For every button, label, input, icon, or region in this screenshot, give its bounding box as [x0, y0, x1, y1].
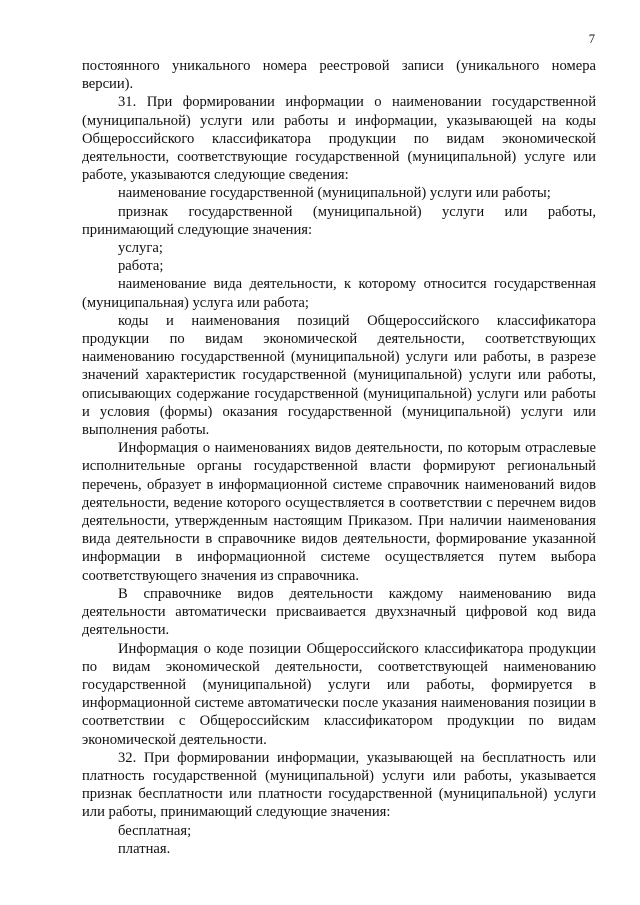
list-item: работа; — [118, 258, 164, 275]
paragraph: признак государственной (муниципальной) услуги или работы, принимающий следующие значения: — [82, 203, 596, 238]
list-item: бесплатная; — [118, 822, 192, 839]
paragraph: В справочнике видов деятельности каждому наименованию вида деятельности автоматически присваивается двухзначный цифровой код вида деятельности. — [82, 585, 596, 639]
paragraph: постоянного уникального номера реестровой записи (уникального номера версии). — [82, 58, 596, 93]
paragraph: коды и наименования позиций Общероссийского классификатора продукции по видам экономической деятельности, соответствующих наименованию государственной (муниципальной) услуги или работы, в разрезе значений характеристик государственной (муниципальной) услуги или работы, описывающих содержание государственной (муниципальной) услуги или работы и условия (формы) оказания государственной (муниципальной) услуги или выполнения работы. — [82, 312, 596, 439]
list-item: услуга; — [118, 240, 163, 257]
paragraph: Информация о коде позиции Общероссийского классификатора продукции по видам экономической деятельности, соответствующей наименованию государственной (муниципальной) услуги или работы, формируется в информационной системе автоматически после указания наименования позиции в соответствии с Общероссийским классификатором продукции по видам экономической деятельности. — [82, 640, 596, 748]
page-number: 7 — [588, 32, 595, 46]
document-body — [82, 57, 596, 858]
paragraph: наименование вида деятельности, к которому относится государственная (муниципальная) услуга или работа; — [82, 276, 596, 311]
paragraph: 32. При формировании информации, указывающей на бесплатность или платность государственной (муниципальной) услуги или работы, указывается признак бесплатности или платности государственной (муниципальной) услуги или работы, принимающий следующие значения: — [82, 749, 596, 821]
list-item: наименование государственной (муниципальной) услуги или работы; — [118, 185, 551, 202]
list-item: платная. — [118, 840, 171, 857]
paragraph: 31. При формировании информации о наименовании государственной (муниципальной) услуги или работы и информации, указывающей на коды Общероссийского классификатора продукции по видам экономической деятельности, соответствующие государственной (муниципальной) услуге или работе, указываются следующие сведения: — [82, 94, 596, 184]
paragraph: Информация о наименованиях видов деятельности, по которым отраслевые исполнительные органы государственной власти формируют региональный перечень, образует в информационной системе справочник наименований видов деятельности, ведение которого осуществляется в соответствии с перечнем видов деятельности, утвержденным настоящим Приказом. При наличии наименования вида деятельности в справочнике видов деятельности, формирование указанной информации в информационной системе осуществляется путем выбора соответствующего значения из справочника. — [82, 440, 596, 584]
